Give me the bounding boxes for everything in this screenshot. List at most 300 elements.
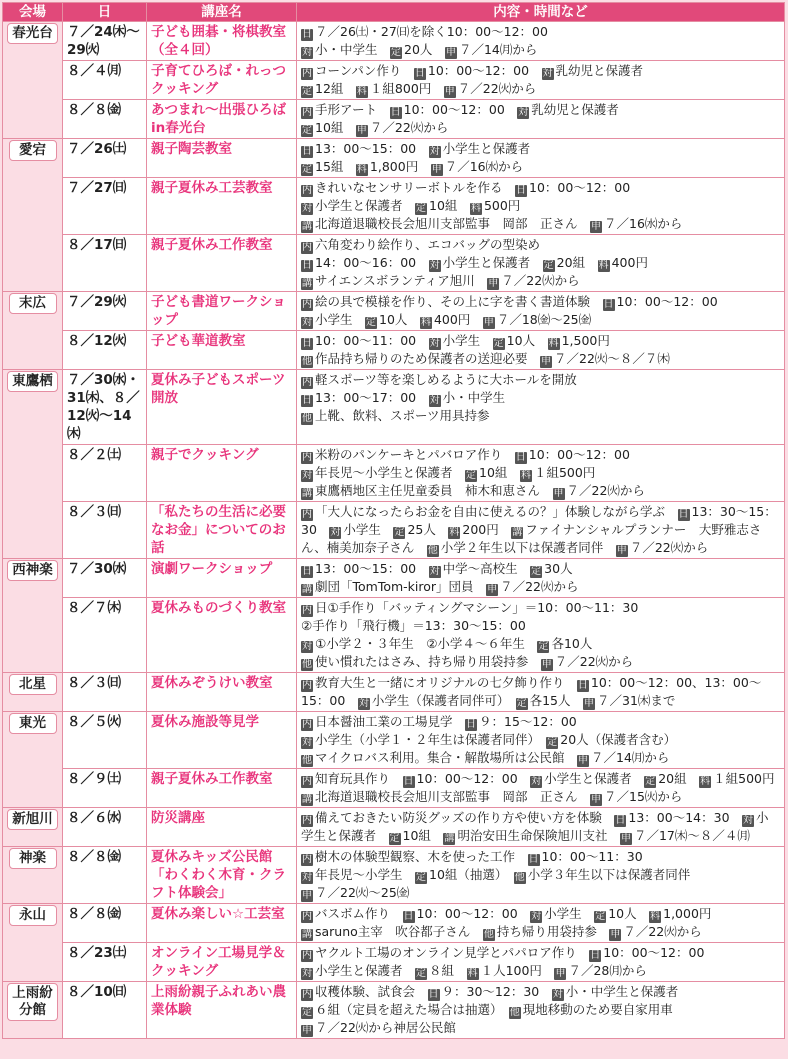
info-text: ②手作り「飛行機」＝13：30～15：00 [301, 618, 526, 633]
table-row [3, 370, 785, 445]
info-text: 13：00～15：00 [315, 141, 417, 156]
info-line [301, 41, 780, 59]
info-text: 小学生と保護者 [442, 141, 531, 156]
info-tag: 対 [302, 737, 312, 748]
info-text: 「大人になったらお金を自由に使えるの？」体験しながら学ぶ [315, 504, 666, 519]
venue-label: 東鷹栖 [7, 371, 58, 392]
info-text: 小学生と保護者 [442, 255, 531, 270]
table-row [3, 808, 785, 847]
info-tag: 申 [578, 755, 589, 766]
venue-cell [3, 139, 63, 292]
table-row [3, 943, 785, 982]
info-tag: 定 [416, 872, 427, 883]
info-text: 小・中学生 [442, 390, 506, 405]
info-text: 持ち帰り用袋持参 [496, 924, 597, 939]
info-text: 各15人 [529, 693, 571, 708]
table-row [3, 331, 785, 370]
info-cell [297, 943, 785, 982]
info-text: 20人（保護者含む） [560, 732, 677, 747]
date-cell: ８／５㈫ [63, 712, 147, 769]
date-cell: ８／８㈮ [63, 904, 147, 943]
info-line [301, 1001, 780, 1019]
info-cell [297, 445, 785, 502]
info-tag: 定 [389, 833, 400, 844]
info-tag: 対 [429, 338, 440, 349]
info-tag: 申 [541, 659, 552, 670]
info-tag: 申 [584, 698, 595, 709]
venue-label: 東光 [9, 713, 57, 734]
info-cell [297, 331, 785, 370]
course-cell: 上雨紛親子ふれあい農業体験 [147, 982, 297, 1039]
course-cell: 夏休み施設等見学 [147, 712, 297, 769]
info-text: ７／22㈫から [629, 540, 709, 555]
info-text: 絵の具で模様を作り、その上に字を書く書道体験 [315, 294, 591, 309]
info-cell [297, 982, 785, 1039]
course-cell: 子ども囲碁・将棋教室（全４回） [147, 22, 297, 61]
info-text: 上靴、飲料、スポーツ用具持参 [315, 408, 490, 423]
course-cell: 子育てひろば・れっつクッキング [147, 61, 297, 100]
course-cell: 親子陶芸教室 [147, 139, 297, 178]
info-line [301, 80, 780, 98]
info-line [301, 236, 780, 254]
table-row [3, 100, 785, 139]
info-tag: 定 [391, 47, 402, 58]
info-tag: 定 [394, 527, 405, 538]
info-line [301, 962, 780, 980]
info-line [301, 809, 780, 845]
table-row [3, 235, 785, 292]
info-cell [297, 808, 785, 847]
info-text: ７／22㈫から [501, 273, 580, 288]
info-cell [297, 139, 785, 178]
info-tag: 申 [620, 833, 631, 844]
info-tag: 日 [390, 107, 401, 118]
date-cell: ８／３㈰ [63, 673, 147, 712]
info-tag: 日 [466, 719, 477, 730]
info-text: 10：00～12：00 [528, 447, 630, 462]
info-text: ７／15㈫から [604, 789, 683, 804]
info-cell [297, 178, 785, 235]
info-line [301, 23, 780, 41]
info-line [301, 731, 780, 749]
info-tag: 申 [302, 890, 312, 901]
info-text: 小学生 [442, 333, 481, 348]
info-cell [297, 559, 785, 598]
info-tag: 定 [516, 698, 527, 709]
info-text: 中学～高校生 [442, 561, 518, 576]
info-text: 日①手作り「バッティングマシーン」＝10：00～11：30 [315, 600, 639, 615]
info-text: マイクロバス利用。集合・解散場所は公民館 [315, 750, 565, 765]
info-tag: 内 [302, 776, 312, 787]
info-line [301, 578, 780, 596]
info-cell [297, 100, 785, 139]
info-tag: 定 [416, 203, 427, 214]
info-text: サイエンスボランティア旭川 [315, 273, 475, 288]
info-tag: 他 [483, 929, 494, 940]
table-row [3, 178, 785, 235]
info-tag: 対 [429, 146, 440, 157]
info-line [301, 884, 780, 902]
info-line [301, 749, 780, 767]
info-tag: 定 [302, 125, 312, 136]
info-tag: 申 [488, 278, 499, 289]
date-cell: ８／８㈮ [63, 847, 147, 904]
info-tag: 他 [302, 356, 312, 367]
info-tag: 内 [302, 68, 312, 79]
info-line [301, 482, 780, 500]
date-cell: ８／12㈫ [63, 331, 147, 370]
info-tag: 他 [302, 413, 312, 424]
info-text: ７／18㈮～25㈮ [496, 312, 592, 327]
info-tag: 日 [528, 854, 539, 865]
lecture-schedule-table [2, 2, 785, 1039]
info-text: 年長児～小学生と保護者 [315, 465, 453, 480]
info-tag: 対 [358, 698, 369, 709]
venue-cell [3, 847, 63, 904]
info-tag: 内 [302, 242, 312, 253]
info-text: 現地移動のため要自家用車 [522, 1002, 673, 1017]
date-cell: ８／６㈬ [63, 808, 147, 847]
info-cell [297, 904, 785, 943]
info-tag: 日 [302, 260, 312, 271]
info-tag: 申 [483, 317, 494, 328]
course-cell: 夏休みキッズ公民館「わくわく木育・クラフト体験会」 [147, 847, 297, 904]
info-tag: 内 [302, 185, 312, 196]
info-text: １組500円 [533, 465, 596, 480]
info-text: 1,500円 [561, 333, 610, 348]
info-tag: 内 [302, 854, 312, 865]
info-text: 13：30～15：30 [301, 504, 777, 537]
info-line [301, 332, 780, 350]
info-line [301, 407, 780, 425]
info-tag: 対 [302, 47, 312, 58]
venue-label: 北星 [9, 674, 57, 695]
date-cell: ７／24㈭～29㈫ [63, 22, 147, 61]
info-tag: 料 [467, 968, 478, 979]
table-row [3, 559, 785, 598]
info-text: 10組 [315, 120, 344, 135]
venue-label: 永山 [9, 905, 57, 926]
info-text: ７／22㈫～25㈮ [315, 885, 410, 900]
info-line [301, 215, 780, 233]
info-tag: 他 [514, 872, 525, 883]
info-tag: 内 [302, 377, 312, 388]
info-line [301, 983, 780, 1001]
info-tag: 日 [414, 68, 425, 79]
course-cell: 演劇ワークショップ [147, 559, 297, 598]
info-text: 樹木の体験型観察、木を使った工作 [315, 849, 516, 864]
info-text: 各10人 [551, 636, 593, 651]
venue-cell [3, 904, 63, 982]
info-line [301, 158, 780, 176]
info-line [301, 254, 780, 272]
info-tag: 講 [302, 278, 312, 289]
info-text: ７／16㈬から [604, 216, 683, 231]
info-text: 20人 [404, 42, 433, 57]
info-text: 400円 [611, 255, 648, 270]
date-cell: ７／27㈰ [63, 178, 147, 235]
header-course: 講座名 [147, 3, 297, 22]
info-tag: 日 [403, 911, 414, 922]
info-tag: 対 [518, 107, 529, 118]
info-text: 劇団「TomTom-kiror」団員 [315, 579, 474, 594]
info-text: ７／28㈪から [568, 963, 647, 978]
info-text: 13：00～17：00 [315, 390, 417, 405]
date-cell: ７／30㈬ [63, 559, 147, 598]
info-text: 20組 [556, 255, 586, 270]
venue-label: 末広 [9, 293, 57, 314]
info-cell [297, 61, 785, 100]
info-tag: 講 [302, 794, 312, 805]
table-row [3, 502, 785, 559]
info-tag: 申 [555, 968, 566, 979]
info-text: コーンパン作り [315, 63, 402, 78]
info-tag: 日 [577, 680, 588, 691]
info-tag: 対 [552, 989, 563, 1000]
info-cell [297, 292, 785, 331]
info-text: 25人 [407, 522, 436, 537]
info-text: １組500円 [713, 771, 775, 786]
date-cell: ８／23㈯ [63, 943, 147, 982]
info-line [301, 197, 780, 215]
date-cell: ８／10㈰ [63, 982, 147, 1039]
info-text: ファイナンシャルプランナー 大野雅志さん、楠美加奈子さん [301, 522, 762, 555]
course-cell: 夏休みものづくり教室 [147, 598, 297, 673]
info-tag: 内 [302, 815, 312, 826]
info-tag: 料 [470, 203, 481, 214]
info-tag: 内 [302, 719, 312, 730]
venue-cell [3, 292, 63, 370]
info-tag: 講 [444, 833, 455, 844]
info-line [301, 503, 780, 557]
info-tag: 日 [428, 989, 439, 1000]
info-line [301, 653, 780, 671]
venue-label: 神楽 [9, 848, 57, 869]
info-text: 使い慣れたはさみ、持ち帰り用袋持参 [315, 654, 529, 669]
info-text: 500円 [483, 198, 521, 213]
info-text: 10：00～11：30 [541, 849, 643, 864]
info-line [301, 311, 780, 329]
table-row [3, 61, 785, 100]
info-tag: 内 [302, 989, 312, 1000]
date-cell: ８／17㈰ [63, 235, 147, 292]
info-tag: 定 [645, 776, 656, 787]
info-text: きれいなセンサリーボトルを作る [315, 180, 503, 195]
info-tag: 対 [743, 815, 754, 826]
info-line [301, 599, 780, 617]
info-tag: 申 [302, 1025, 312, 1036]
course-cell: 親子夏休み工作教室 [147, 235, 297, 292]
venue-label: 西神楽 [7, 560, 58, 581]
info-tag: 日 [302, 395, 312, 406]
info-line [301, 179, 780, 197]
info-text: 東鷹栖地区主任児童委員 柿木和恵さん [315, 483, 541, 498]
info-tag: 日 [302, 146, 312, 157]
info-tag: 料 [700, 776, 711, 787]
info-tag: 申 [616, 545, 627, 556]
info-tag: 日 [516, 185, 527, 196]
info-text: １組800円 [369, 81, 432, 96]
info-cell [297, 235, 785, 292]
info-text: 小学生と保護者 [315, 198, 403, 213]
info-cell [297, 712, 785, 769]
info-text: 小学生 [315, 312, 353, 327]
venue-cell [3, 22, 63, 139]
info-line [301, 62, 780, 80]
info-tag: 対 [302, 203, 312, 214]
info-tag: 定 [302, 86, 312, 97]
info-tag: 対 [302, 317, 312, 328]
info-tag: 定 [493, 338, 504, 349]
info-text: ８組 [429, 963, 455, 978]
date-cell: ７／29㈫ [63, 292, 147, 331]
info-text: バスボム作り [315, 906, 391, 921]
info-text: ７／31㈭まで [597, 693, 676, 708]
info-text: 小学生と保護者 [544, 771, 632, 786]
info-text: ７／22㈫から神居公民館 [315, 1020, 456, 1035]
info-tag: 定 [538, 641, 549, 652]
date-cell: ８／７㈭ [63, 598, 147, 673]
info-tag: 対 [302, 470, 312, 481]
info-text: 教育大生と一緒にオリジナルの七夕飾り作り [315, 675, 565, 690]
schedule-body [3, 22, 785, 1039]
info-cell [297, 673, 785, 712]
info-tag: 対 [429, 395, 440, 406]
info-tag: 他 [509, 1007, 520, 1018]
date-cell: ７／30㈬・31㈭、８／12㈫～14㈭ [63, 370, 147, 445]
info-tag: 対 [429, 566, 440, 577]
info-text: 作品持ち帰りのため保護者の送迎必要 [315, 351, 528, 366]
info-text: 六角変わり絵作り、エコバッグの型染め [315, 237, 541, 252]
date-cell: ７／26㈯ [63, 139, 147, 178]
info-text: saruno主宰 吹谷都子さん [315, 924, 471, 939]
table-row [3, 847, 785, 904]
table-row [3, 598, 785, 673]
info-text: ７／14㈪から [591, 750, 670, 765]
info-text: 10人 [506, 333, 536, 348]
date-cell: ８／３㈰ [63, 502, 147, 559]
info-text: 小学生 [343, 522, 381, 537]
info-text: 10人 [379, 312, 408, 327]
info-text: 日本醤油工業の工場見学 [315, 714, 453, 729]
info-tag: 対 [542, 68, 553, 79]
info-text: ７／22㈫から [554, 654, 634, 669]
info-tag: 申 [591, 794, 602, 805]
info-text: ９：30～12：30 [441, 984, 540, 999]
info-tag: 料 [598, 260, 609, 271]
course-cell: オンライン工場見学＆クッキング [147, 943, 297, 982]
header-date: 日 [63, 3, 147, 22]
info-text: 備えておきたい防災グッズの作り方や使い方を体験 [315, 810, 602, 825]
info-tag: 定 [302, 1007, 312, 1018]
info-tag: 申 [487, 584, 498, 595]
info-text: 明治安田生命保険旭川支社 [457, 828, 608, 843]
info-line [301, 293, 780, 311]
course-cell: 子ども華道教室 [147, 331, 297, 370]
venue-cell [3, 559, 63, 673]
info-tag: 内 [302, 299, 312, 310]
info-line [301, 905, 780, 923]
info-tag: 講 [302, 221, 312, 232]
info-tag: 内 [302, 107, 312, 118]
info-text: 10：00～12：00 [603, 945, 705, 960]
header-venue: 会場 [3, 3, 63, 22]
info-text: 小・中学生と保護者 [565, 984, 679, 999]
info-tag: 日 [302, 29, 312, 40]
info-text: 米粉のパンケーキとパバロア作り [315, 447, 503, 462]
info-text: ７／17㈭～８／４㈪ [633, 828, 750, 843]
info-line [301, 101, 780, 119]
info-tag: 日 [590, 950, 601, 961]
info-tag: 内 [302, 452, 312, 463]
info-cell [297, 22, 785, 61]
info-text: 1,000円 [663, 906, 712, 921]
info-text: ７／22㈫から [369, 120, 449, 135]
info-line [301, 617, 780, 635]
table-row [3, 982, 785, 1039]
info-text: ７／22㈫から [457, 81, 537, 96]
info-line [301, 140, 780, 158]
venue-label: 愛宕 [9, 140, 57, 161]
info-text: ①小学２・３年生 ②小学４～６年生 [315, 636, 525, 651]
info-tag: 対 [302, 968, 312, 979]
info-tag: 定 [466, 470, 477, 481]
info-tag: 料 [356, 86, 367, 97]
info-tag: 対 [302, 641, 312, 652]
info-tag: 日 [678, 509, 689, 520]
info-tag: 定 [366, 317, 377, 328]
info-tag: 内 [302, 911, 312, 922]
info-tag: 他 [302, 755, 312, 766]
info-text: ７／22㈫から [500, 579, 579, 594]
venue-label: 春光台 [7, 23, 58, 44]
info-text: 30人 [544, 561, 573, 576]
info-tag: 内 [302, 950, 312, 961]
info-tag: 講 [302, 929, 312, 940]
course-cell: 親子でクッキング [147, 445, 297, 502]
info-text: ７／16㈬から [444, 159, 524, 174]
info-text: 軽スポーツ等を楽しめるように大ホールを開放 [315, 372, 577, 387]
info-tag: 定 [595, 911, 606, 922]
info-line [301, 944, 780, 962]
info-text: 10：00～12：00 [616, 294, 718, 309]
info-line [301, 272, 780, 290]
info-text: 乳幼児と保護者 [531, 102, 619, 117]
course-cell: 夏休み楽しい☆工芸室 [147, 904, 297, 943]
info-text: 小学３年生以下は保護者同伴 [527, 867, 691, 882]
info-line [301, 560, 780, 578]
info-tag: 申 [444, 86, 455, 97]
course-cell: 夏休みぞうけい教室 [147, 673, 297, 712]
table-row [3, 712, 785, 769]
info-text: ６組（定員を超えた場合は抽選） [315, 1002, 497, 1017]
info-tag: 講 [302, 488, 312, 499]
info-tag: 日 [302, 566, 312, 577]
info-text: 10組 [402, 828, 431, 843]
info-text: 10：00～12：00 [427, 63, 530, 78]
info-tag: 申 [591, 221, 602, 232]
info-text: ７／22㈫～８／７㈭ [554, 351, 670, 366]
info-tag: 定 [531, 566, 542, 577]
info-tag: 定 [543, 260, 554, 271]
header-info: 内容・時間など [297, 3, 785, 22]
info-text: 収穫体験、試食会 [315, 984, 416, 999]
info-text: 小学２年生以下は保護者同伴 [440, 540, 604, 555]
info-text: 10組 [479, 465, 508, 480]
table-row [3, 673, 785, 712]
table-row [3, 445, 785, 502]
info-tag: 講 [302, 584, 312, 595]
